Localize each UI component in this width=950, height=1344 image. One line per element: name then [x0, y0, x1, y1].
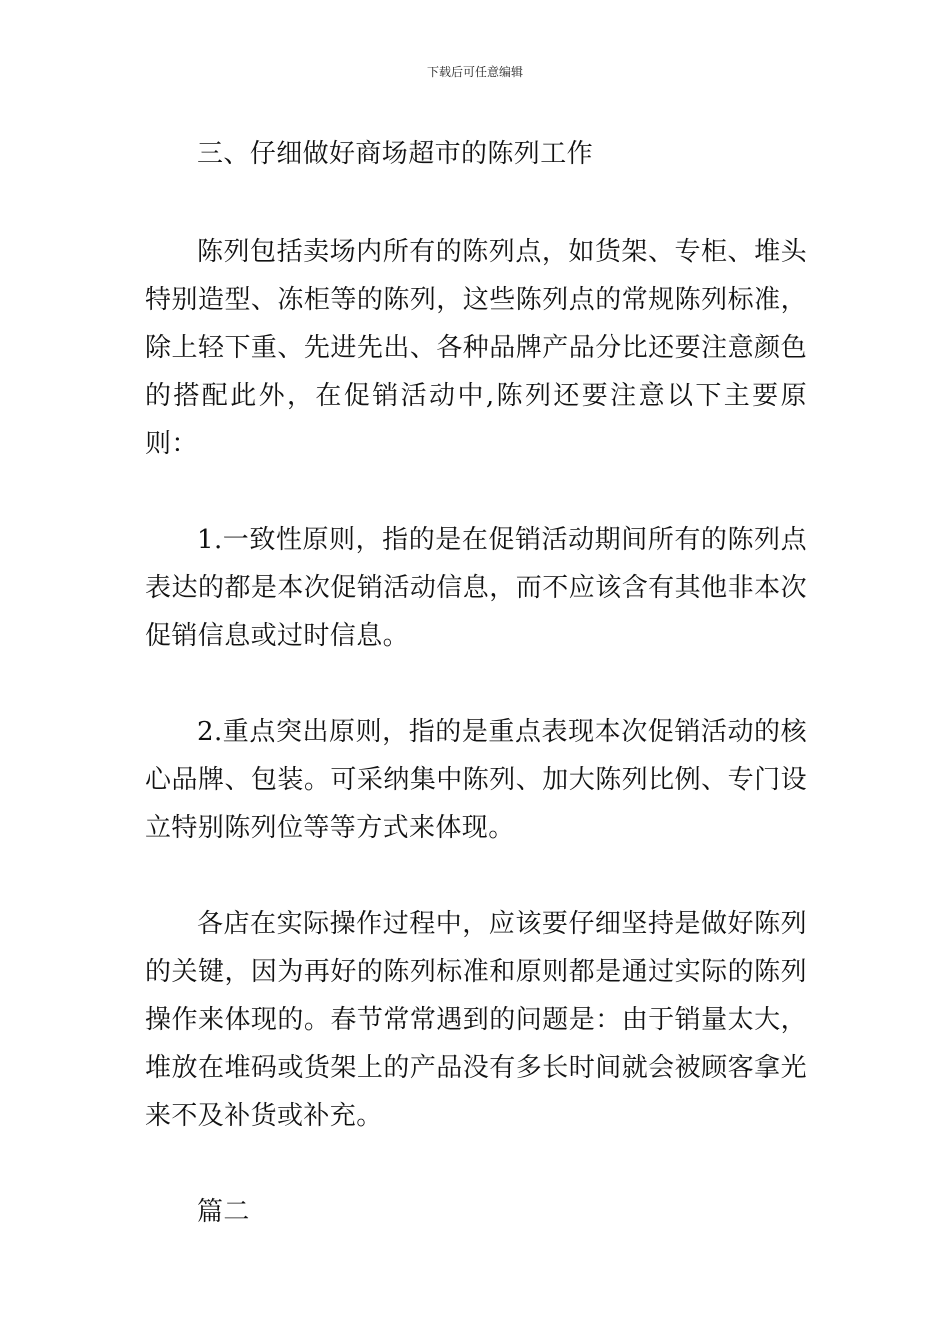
paragraph-consistency-principle: 1.一致性原则，指的是在促销活动期间所有的陈列点表达的都是本次促销活动信息，而不应该含有其他非本次促销信息或过时信息。: [145, 525, 807, 651]
document-body: [145, 130, 807, 1236]
paragraph-focus-principle: 2.重点突出原则，指的是重点表现本次促销活动的核心品牌、包装。可采纳集中陈列、加大陈列比例、专门设立特别陈列位等等方式来体现。: [145, 717, 807, 843]
paragraph-display-overview: 陈列包括卖场内所有的陈列点，如货架、专柜、堆头特别造型、冻柜等的陈列，这些陈列点的常规陈列标准，除上轻下重、先进先出、各种品牌产品分比还要注意颜色的搭配此外，在促销活动中,陈列还要注意以下主要原则：: [145, 237, 807, 459]
header-note: 下载后可任意编辑: [426, 65, 523, 79]
section-title-part-two: 篇二: [197, 1197, 250, 1227]
paragraph-store-practice: 各店在实际操作过程中，应该要仔细坚持是做好陈列的关键，因为再好的陈列标准和原则都是通过实际的陈列操作来体现的。春节常常遇到的问题是：由于销量太大，堆放在堆码或货架上的产品没有多长时间就会被顾客拿光来不及补货或补充。: [145, 909, 807, 1131]
section-heading: 三、仔细做好商场超市的陈列工作: [197, 139, 594, 169]
